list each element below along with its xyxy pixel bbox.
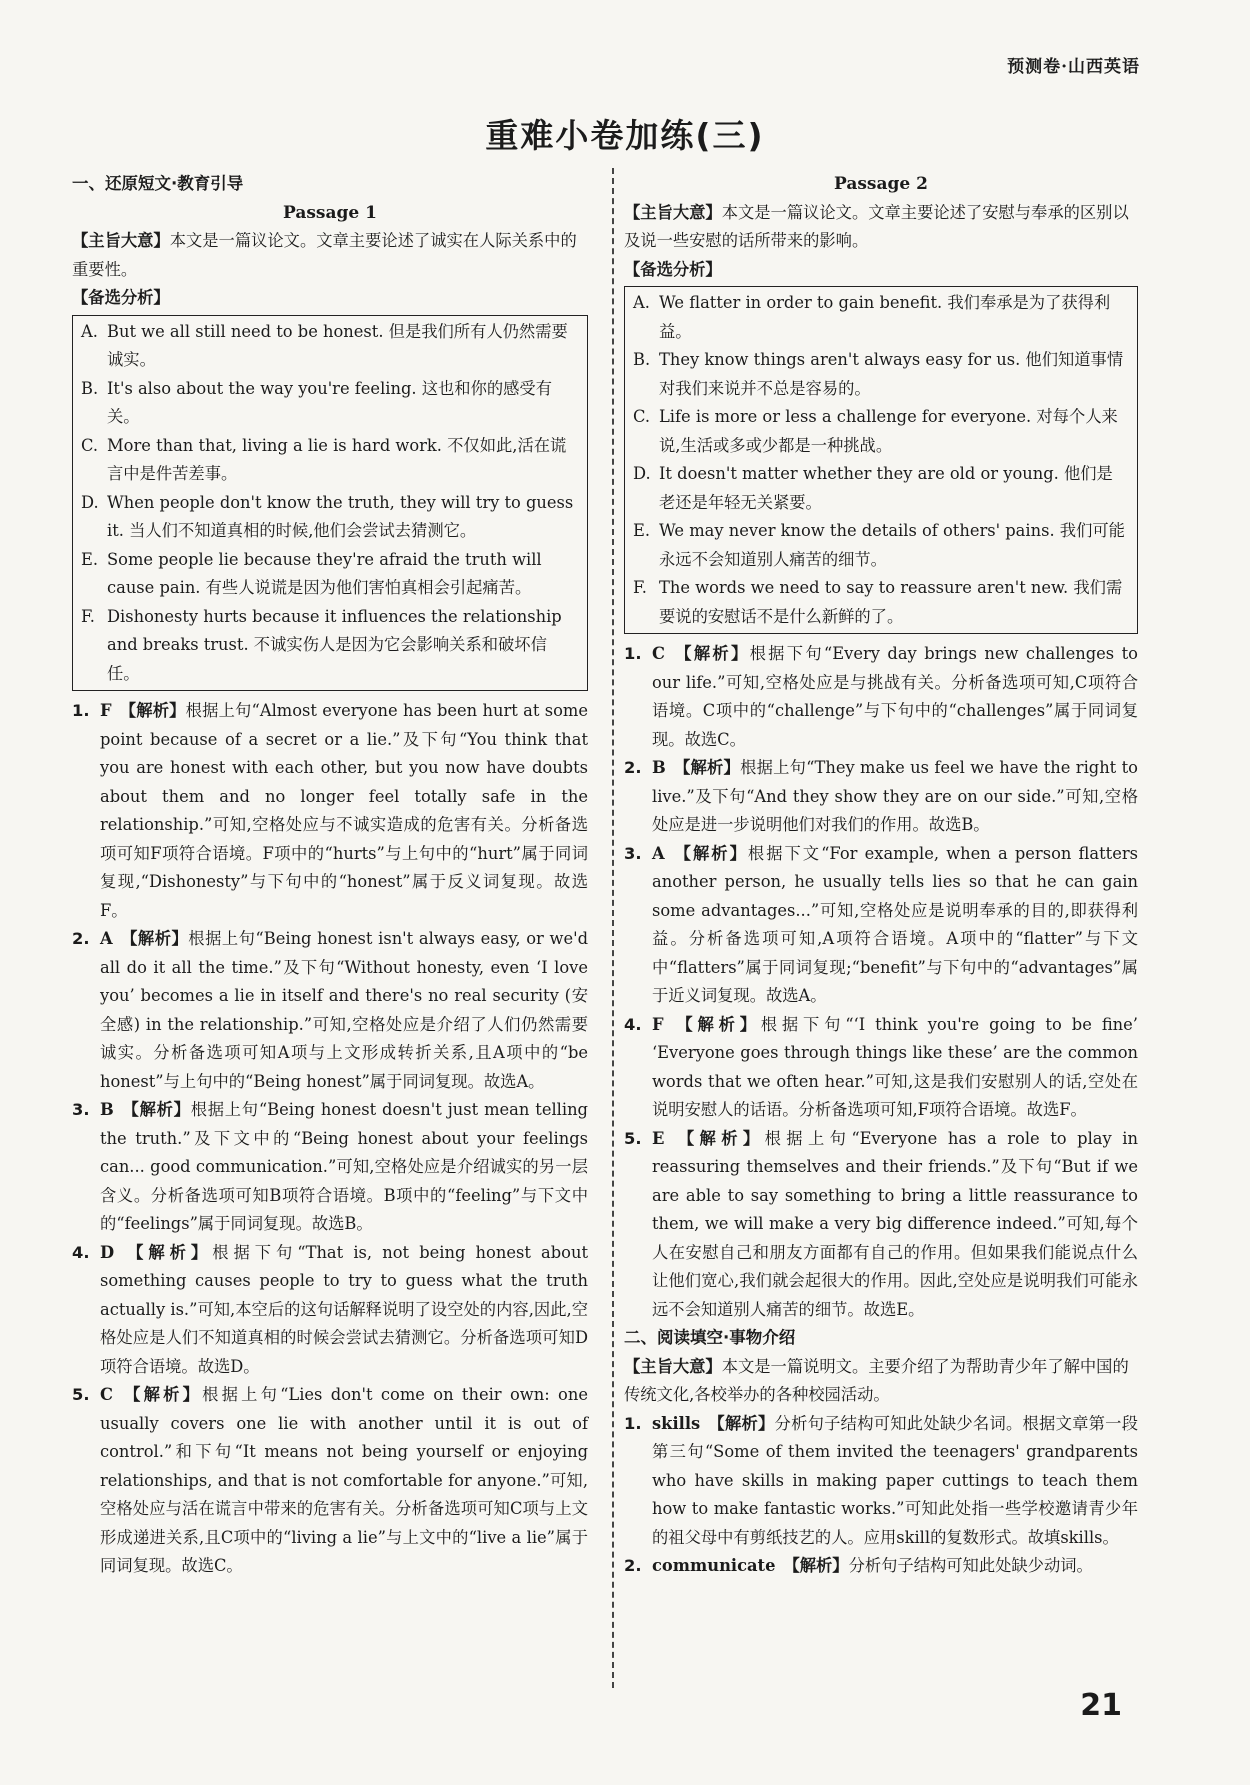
analysis-tag: 【解析】 [673,758,741,777]
answer-item [624,1125,1138,1325]
answer-item [624,1011,1138,1125]
option-text: Life is more or less a challenge for everyone. 对每个人来说,生活或多或少都是一种挑战。 [659,407,1118,455]
answer-number: 4. [624,1014,642,1034]
option-letter: D. [633,464,651,483]
option-letter: B. [81,378,99,398]
answer-key: skills [652,1413,701,1433]
answer-item [624,640,1138,754]
option-text: They know things aren't always easy for us. 他们知道事情对我们来说并不总是容易的。 [659,350,1124,398]
page-title: 重难小卷加练(三) [485,116,765,155]
answer-number: 3. [624,843,642,863]
analysis-text: 根据上句“Everyone has a role to play in reassuring themselves and their friends.”及下句“But if we are able to say something to bring a little reassurance to them, we will make a very big difference indeed.”可知,每个人在安慰自己和朋友方面都有自己的作用。但如果我们能说点什么让他们宽心,我们就会起很大的作用。因此,空处应是说明我们可能永远不会知道别人痛苦的细节。故选E。 [652,1128,1138,1319]
page-number: 21 [1080,1688,1122,1723]
option-item [81,318,579,375]
option-text: But we all still need to be honest. 但是我们所有人仍然需要诚实。 [107,321,568,369]
option-item [633,289,1129,346]
answer-item [72,1381,588,1581]
main-idea-tag: 【主旨大意】 [624,202,722,222]
option-item [633,460,1129,517]
main-idea-text: 本文是一篇说明文。主要介绍了为帮助青少年了解中国的传统文化,各校举办的各种校园活动。 [624,1356,1129,1404]
option-text: When people don't know the truth, they will try to guess it. 当人们不知道真相的时候,他们会尝试去猜测它。 [107,492,574,540]
answer-key: A [100,929,113,948]
answer-number: 3. [72,1100,90,1119]
option-letter: F. [81,606,95,626]
analysis-text: 分析句子结构可知此处缺少名词。根据文章第一段第三句“Some of them invited the teenagers' grandparents who have skills in making paper cuttings to teach them how to make fantastic works.”可知此处指一些学校邀请青少年的祖父母中有剪纸技艺的人。应用skill的复数形式。故填skills。 [652,1413,1138,1547]
option-item [81,546,579,603]
answer-item [624,840,1138,1011]
option-item [81,603,579,689]
answer-key: F [100,701,112,720]
answer-number: 4. [72,1242,90,1262]
option-letter: A. [633,293,650,312]
analysis-text: 根据上句“Being honest isn't always easy, or we'd all do it all the time.”及下句“Without honesty, even ‘I love you’ becomes a lie in itself and there's no real security (安全感) in the relationship.”可知,空格处应是介绍了人们仍然需要诚实。分析备选项可知A项与上文形成转折关系,且A项中的“be honest”与上句中的“Being honest”属于同词复现。故选A。 [100,929,588,1091]
passage-title: Passage 1 [283,202,377,223]
right-column [624,170,1138,1581]
answer-item [72,1096,588,1239]
main-idea-tag: 【主旨大意】 [72,231,170,250]
option-item [633,517,1129,574]
answer-key: communicate [652,1556,776,1575]
analysis-text: 根据下文“For example, when a person flatters another person, he usually tells lies so that he can gain some advantages...”可知,空格处应是说明奉承的目的,即获得利益。分析备选项可知,A项符合语境。A项中的“flatter”与下文中“flatters”属于同词复现;“benefit”与下句中的“advantages”属于近义词复现。故选A。 [652,843,1138,1005]
answer-key: F [652,1014,664,1034]
answer-key: C [100,1385,113,1404]
option-letter: E. [633,521,651,540]
analysis-text: 根据上句“They make us feel we have the right to live.”及下句“And they show they are on our side.”可知,空格处应是进一步说明他们对我们的作用。故选B。 [652,758,1138,834]
option-text: It's also about the way you're feeling. 这也和你的感受有关。 [107,378,552,426]
option-item [633,346,1129,403]
analysis-tag: 【解析】 [121,1100,191,1119]
analysis-tag: 【解析】 [672,843,748,863]
analysis-tag: 【解析】 [122,1242,213,1262]
answer-key: B [652,758,666,777]
options-box [72,315,588,692]
option-item [633,403,1129,460]
analysis-text: 根据下句“That is, not being honest about something causes people to try to guess what the truth actually is.”可知,本空后的这句话解释说明了设空处的内容,因此,空格处应是人们不知道真相的时候会尝试去猜测它。分析备选项可知D项符合语境。故选D。 [100,1242,588,1376]
option-letter: E. [81,549,99,569]
analysis-tag: 【解析】 [671,1014,761,1034]
analysis-text: 根据下句“‘I think you're going to be fine’ ‘Everyone goes through things like these’ are the common words that we often hear.”可知,这是我们安慰别人的话,空处在说明安慰人的话语。分析备选项可知,F项符合语境。故选F。 [652,1014,1138,1119]
analysis-tag: 【解析】 [783,1556,849,1575]
option-letter: D. [81,492,99,512]
option-letter: C. [633,407,651,426]
main-idea-text: 本文是一篇议论文。文章主要论述了安慰与奉承的区别以及说一些安慰的话所带来的影响。 [624,202,1129,250]
answer-number: 2. [72,929,90,948]
option-letter: B. [633,350,651,369]
option-item [633,574,1129,631]
option-text: Dishonesty hurts because it influences the relationship and breaks trust. 不诚实伤人是因为它会影响关系和破坏信任。 [107,606,562,683]
main-idea-tag: 【主旨大意】 [624,1356,722,1376]
answer-number: 2. [624,758,642,777]
answer-item [72,925,588,1096]
analysis-tag: 【解析】 [120,1385,203,1404]
answer-number: 2. [624,1556,642,1575]
option-item [81,432,579,489]
options-tag: 【备选分析】 [72,288,170,307]
option-item [81,375,579,432]
analysis-tag: 【解析】 [672,644,750,663]
answer-item [624,1410,1138,1553]
column-divider [612,168,614,1688]
section-heading: 一、还原短文·教育引导 [72,174,244,193]
answer-key: A [652,843,665,863]
section-heading: 二、阅读填空·事物介绍 [624,1328,796,1347]
option-item [81,489,579,546]
main-idea [624,1353,1138,1410]
analysis-tag: 【解析】 [119,701,186,720]
answer-key: C [652,644,665,663]
analysis-tag: 【解析】 [672,1128,765,1148]
options-tag: 【备选分析】 [624,259,722,279]
answer-item [72,697,588,925]
answer-number: 1. [624,1413,642,1433]
answer-number: 1. [624,644,642,663]
main-idea-text: 本文是一篇议论文。文章主要论述了诚实在人际关系中的重要性。 [72,231,577,279]
passage-title: Passage 2 [834,174,928,194]
main-idea [72,227,588,284]
option-text: Some people lie because they're afraid the truth will cause pain. 有些人说谎是因为他们害怕真相会引起痛苦。 [107,549,542,597]
answer-item [624,754,1138,840]
option-text: It doesn't matter whether they are old or young. 他们是老还是年轻无关紧要。 [659,464,1113,512]
answer-number: 5. [72,1385,90,1404]
page-header: 预测卷·山西英语 [1007,57,1140,77]
left-column [72,170,588,1581]
answer-key: B [100,1100,114,1119]
option-letter: F. [633,578,647,597]
analysis-tag: 【解析】 [120,929,189,948]
analysis-text: 分析句子结构可知此处缺少动词。 [848,1556,1093,1575]
option-letter: A. [81,321,98,341]
main-idea [624,199,1138,256]
option-text: More than that, living a lie is hard work. 不仅如此,活在谎言中是件苦差事。 [107,435,567,483]
answer-item [72,1239,588,1382]
analysis-text: 根据上句“Almost everyone has been hurt at some point because of a secret or a lie.”及下句“You think that you are honest with each other, but you now have doubts about them and no longer feel totally safe in the relationship.”可知,空格处应与不诚实造成的危害有关。分析备选项可知F项符合语境。F项中的“hurts”与上句中的“hurt”属于同词复现,“Dishonesty”与下句中的“honest”属于反义词复现。故选F。 [100,701,588,920]
option-text: We flatter in order to gain benefit. 我们奉承是为了获得利益。 [659,293,1111,341]
analysis-text: 根据上句“Lies don't come on their own: one usually covers one lie with another until it is out of control.”和下句“It means not being yourself or enjoying relationships, and that is not comfortable for anyone.”可知,空格处应与活在谎言中带来的危害有关。分析备选项可知C项与上文形成递进关系,且C项中的“living a lie”与上文中的“live a lie”属于同词复现。故选C。 [100,1385,588,1575]
option-letter: C. [81,435,99,455]
answer-key: E [652,1128,665,1148]
options-box [624,286,1138,634]
analysis-text: 根据上句“Being honest doesn't just mean telling the truth.”及下文中的“Being honest about your feelings can... good communication.”可知,空格处应是介绍诚实的另一层含义。分析备选项可知B项符合语境。B项中的“feeling”与下文中的“feelings”属于同词复现。故选B。 [100,1100,588,1233]
answer-item [624,1552,1138,1581]
answer-key: D [100,1242,115,1262]
analysis-tag: 【解析】 [708,1413,775,1433]
analysis-text: 根据下句“Every day brings new challenges to our life.”可知,空格处应是与挑战有关。分析备选项可知,C项符合语境。C项中的“challenge”与下句中的“challenges”属于同词复现。故选C。 [652,644,1138,749]
answer-number: 5. [624,1128,642,1148]
option-text: We may never know the details of others' pains. 我们可能永远不会知道别人痛苦的细节。 [659,521,1125,569]
option-text: The words we need to say to reassure aren't new. 我们需要说的安慰话不是什么新鲜的了。 [659,578,1123,626]
answer-number: 1. [72,701,90,720]
